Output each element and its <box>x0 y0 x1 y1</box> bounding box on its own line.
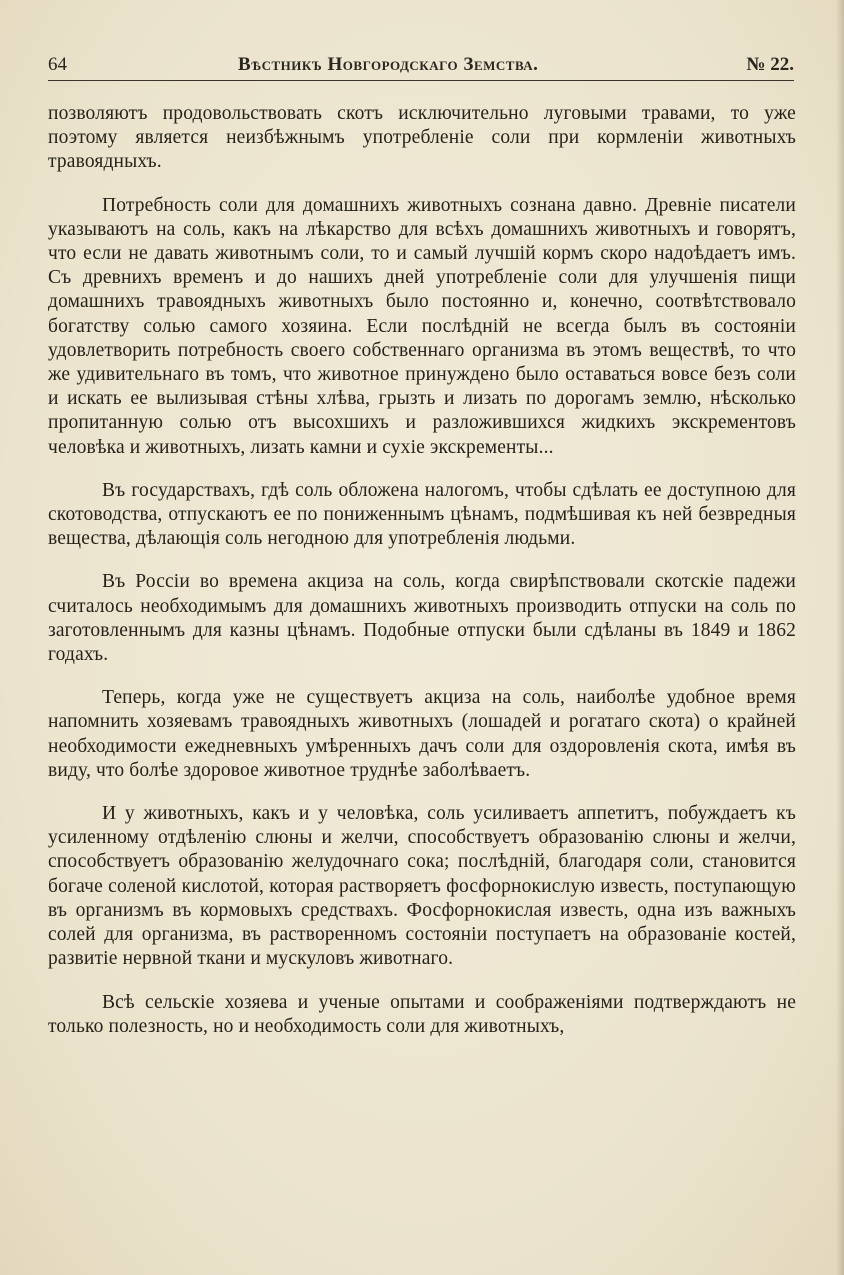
page-edge-shadow <box>836 0 844 1275</box>
paragraph: И у животныхъ, какъ и у человѣка, соль усиливаетъ аппетитъ, побуждаетъ къ усиленному отдѣленію слюны и желчи, способствуетъ образованію слюны и желчи, способствуетъ образованію желудочнаго сока; послѣдній, благодаря соли, становится богаче соленой кислотой, которая растворяетъ фосфорнокислую известь, поступающую въ организмъ въ кормовыхъ средствахъ. Фосфорнокислая известь, одна изъ важныхъ солей для организма, въ растворенномъ состояніи поступаетъ на образованіе костей, развитіе нервной ткани и мускуловъ животнаго. <box>48 803 796 970</box>
paragraph: Въ государствахъ, гдѣ соль обложена налогомъ, чтобы сдѣлать ее доступною для скотоводства, отпускаютъ ее по пониженнымъ цѣнамъ, подмѣшивая къ ней безвредныя вещества, дѣлающія соль негодною для употребленія людьми. <box>48 479 796 550</box>
journal-title: Вѣстникъ Новгородскаго Земства. <box>238 54 539 75</box>
paragraph: Теперь, когда уже не существуетъ акциза на соль, наиболѣе удобное время напомнить хозяевамъ травоядныхъ животныхъ (лошадей и рогатаго скота) о крайней необходимости ежедневныхъ умѣренныхъ дачъ соли для оздоровленія скота, имѣя въ виду, что болѣе здоровое животное труднѣе заболѣваетъ. <box>48 687 796 781</box>
issue-number: № 22. <box>746 54 794 75</box>
paragraph-continuation: позволяютъ продовольствовать скотъ исключительно луговыми травами, то уже поэтому является неизбѣжнымъ употребленіе соли при кормленіи животныхъ травоядныхъ. <box>48 103 796 173</box>
page-number: 64 <box>48 54 67 75</box>
header-rule <box>48 80 794 81</box>
paragraph: Потребность соли для домашнихъ животныхъ сознана давно. Древніе писатели указываютъ на соль, какъ на лѣкарство для всѣхъ домашнихъ животныхъ и говорятъ, что если не давать животнымъ соли, то и самый лучшій кормъ скоро надоѣдаетъ имъ. Съ древнихъ временъ и до нашихъ дней употребленіе соли для улучшенія пищи домашнихъ травоядныхъ животныхъ было постоянно и, конечно, соотвѣтствовало богатству солью самого хозяина. Если послѣдній не всегда былъ въ состояніи удовлетворить потребность своего собственнаго организма въ этомъ веществѣ, то что же удивительнаго въ томъ, что животное принуждено было оставаться вовсе безъ соли и искать ее вылизывая стѣны хлѣва, грызть и лизать по дорогамъ землю, нѣсколько пропитанную солью отъ высохшихъ и разложившихся жидкихъ экскрементовъ человѣка и животныхъ, лизать камни и сухіе экскременты... <box>48 194 796 458</box>
paragraph: Всѣ сельскіе хозяева и ученые опытами и соображеніями подтверждаютъ не только полезность, но и необходимость соли для животныхъ, <box>48 991 796 1037</box>
running-header <box>48 54 794 80</box>
article-body <box>48 102 796 1039</box>
paragraph: Въ Россіи во времена акциза на соль, когда свирѣпствовали скотскіе падежи считалось необходимымъ для домашнихъ животныхъ производить отпуски на соль по заготовленнымъ для казны цѣнамъ. Подобные отпуски были сдѣланы въ 1849 и 1862 годахъ. <box>48 571 796 666</box>
